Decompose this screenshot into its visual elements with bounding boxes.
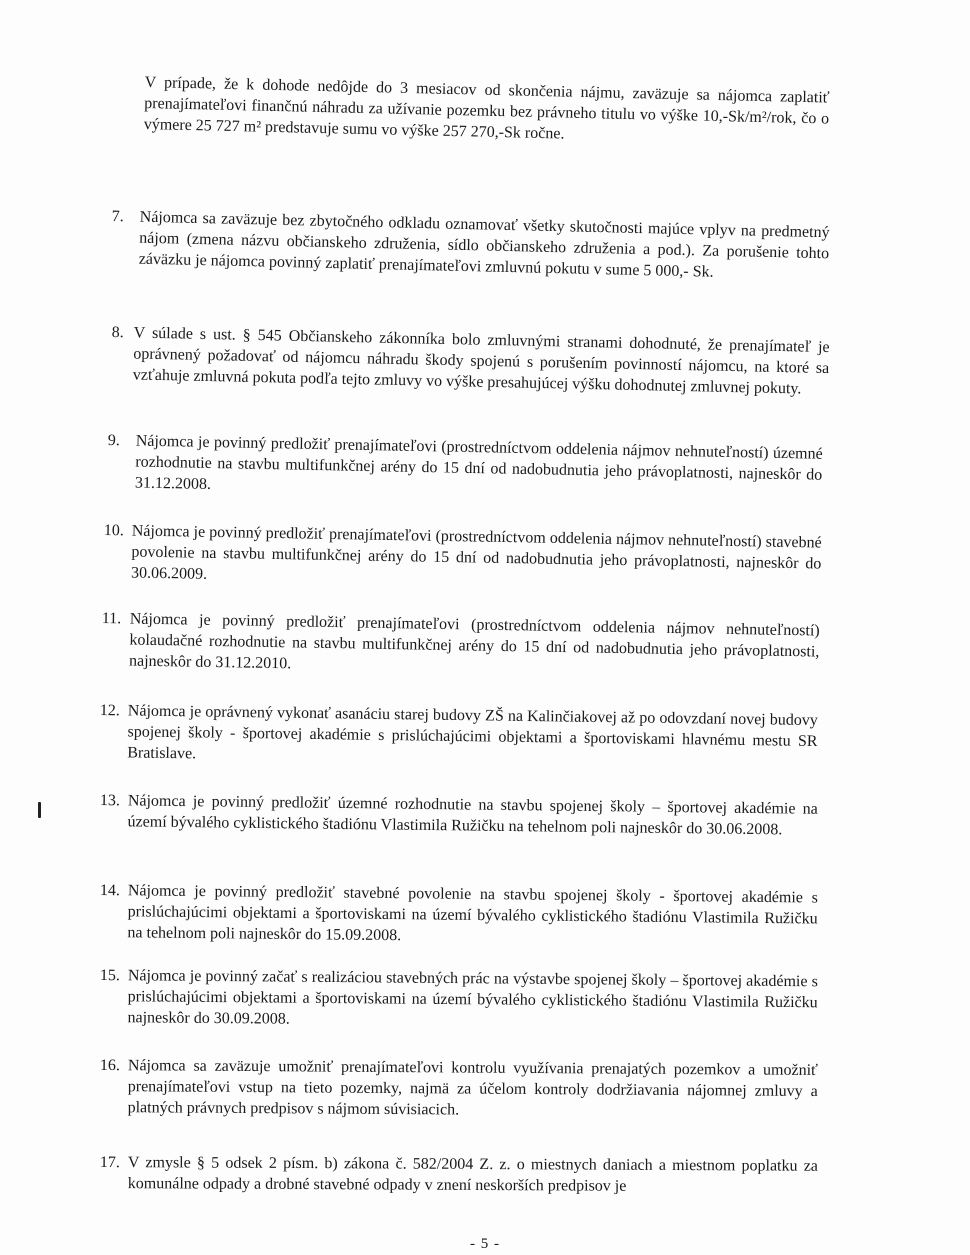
item-17 bbox=[100, 1152, 818, 1198]
intro-paragraph bbox=[144, 72, 830, 151]
item-number: 17. bbox=[99, 1154, 120, 1172]
item-15 bbox=[99, 965, 818, 1034]
item-number: 15. bbox=[99, 966, 120, 985]
item-number: 11. bbox=[101, 609, 122, 628]
item-text: Nájomca je oprávnený vykonať asanáciu starej budovy ZŠ na Kalinčiakovej až po odovzdaní novej budovy spojenej školy - športovej akadémie s prislúchajúcimi objektami a športoviskami hlavnému mestu SR Bratislave. bbox=[127, 702, 818, 763]
item-number: 7. bbox=[111, 207, 124, 226]
item-text: Nájomca je povinný predložiť územné rozhodnutie na stavbu spojenej školy – športovej akadémie na území bývalého cyklistického štadiónu Vlastimila Ružičku na tehelnom poli najneskôr do 30.06.2008. bbox=[127, 792, 818, 839]
item-number: 12. bbox=[99, 701, 120, 720]
item-text: Nájomca je povinný začať s realizáciou stavebných prác na výstavbe spojenej školy – športovej akadémie s prislúchajúcimi objektami a športoviskami na území bývalého cyklistického štadiónu Vlastimila Ružičku najneskôr do 30.09.2008. bbox=[127, 967, 818, 1028]
intro-text: V prípade, že k dohode nedôjde do 3 mesiacov od skončenia nájmu, zaväzuje sa nájomca zaplatiť prenajímateľovi finančnú náhradu za užívanie pozemku bez právneho titulu vo výške 10,-Sk/m²/rok, čo o výmere 25 727 m² predstavuje sumu vo výške 257 270,-Sk ročne. bbox=[143, 73, 830, 143]
item-16 bbox=[100, 1055, 818, 1123]
margin-mark bbox=[38, 802, 41, 818]
item-text: Nájomca sa zaväzuje bez zbytočného odkladu oznamovať všetky skutočnosti majúce vplyv na predmetný nájom (zmena názvu občianskeho združenia, sídlo občianskeho združenia a pod.). Za porušenie tohto záväzku je nájomca povinný zaplatiť prenajímateľovi zmluvnú pokutu v sume 5 000,- Sk. bbox=[138, 208, 830, 281]
item-text: Nájomca je povinný predložiť prenajímateľovi (prostredníctvom oddelenia nájmov nehnuteľností) územné rozhodnutie na stavbu multifunkčnej arény do 15 dní od nadobudnutia jeho právoplatnosti, najneskôr do 31.12.2008. bbox=[134, 432, 823, 493]
item-number: 14. bbox=[99, 881, 120, 900]
item-text: Nájomca je povinný predložiť prenajímateľovi (prostredníctvom oddelenia nájmov nehnuteľností) kolaudačné rozhodnutie na stavbu multifunkčnej arény do 15 dní od nadobudnutia jeho právoplatnosti, najneskôr do 31.12.2010. bbox=[128, 610, 820, 673]
item-text: V zmysle § 5 odsek 2 písm. b) zákona č. 582/2004 Z. z. o miestnych daniach a miestnom poplatku za komunálne odpady a drobné stavebné odpady v znení neskorších predpisov je bbox=[127, 1154, 818, 1195]
page-number: - 5 - bbox=[470, 1236, 500, 1252]
item-text: Nájomca sa zaväzuje umožniť prenajímateľovi kontrolu využívania prenajatých pozemkov a umožniť prenajímateľovi vstup na tieto pozemky, najmä za účelom kontroly dodržiavania nájomnej zmluvy a platných právnych predpisov s nájmom súvisiacich. bbox=[127, 1057, 818, 1119]
item-number: 9. bbox=[107, 431, 120, 450]
item-text: V súlade s ust. § 545 Občianskeho zákonníka bolo zmluvnými stranami dohodnuté, že prenajímateľ je oprávnený požadovať od nájomcu náhradu škody spojenú s porušením povinností nájomcu, na ktoré sa vzťahuje zmluvná pokuta podľa tejto zmluvy vo výške presahujúcej výšku dohodnutej zmluvnej pokuty. bbox=[132, 324, 830, 398]
item-7 bbox=[111, 206, 830, 285]
item-10 bbox=[103, 520, 822, 596]
item-14 bbox=[99, 880, 818, 951]
item-number: 10. bbox=[103, 521, 124, 540]
item-12 bbox=[99, 700, 818, 773]
item-8 bbox=[111, 322, 830, 400]
item-text: Nájomca je povinný predložiť stavebné povolenie na stavbu spojenej školy - športovej akadémie s prislúchajúcimi objektami a športoviskami na území bývalého cyklistického štadiónu Vlastimila Ružičku na tehelnom poli najneskôr do 15.09.2008. bbox=[127, 882, 818, 945]
item-number: 8. bbox=[111, 323, 124, 342]
item-text: Nájomca je povinný predložiť prenajímateľovi (prostredníctvom oddelenia nájmov nehnuteľností) stavebné povolenie na stavbu multifunkčnej arény do 15 dní od nadobudnutia jeho právoplatnosti, najneskôr do 30.06.2009. bbox=[130, 522, 822, 583]
item-number: 16. bbox=[99, 1057, 120, 1075]
item-11 bbox=[101, 608, 820, 684]
item-9 bbox=[107, 430, 823, 507]
item-13 bbox=[99, 790, 817, 841]
item-number: 13. bbox=[99, 791, 120, 810]
